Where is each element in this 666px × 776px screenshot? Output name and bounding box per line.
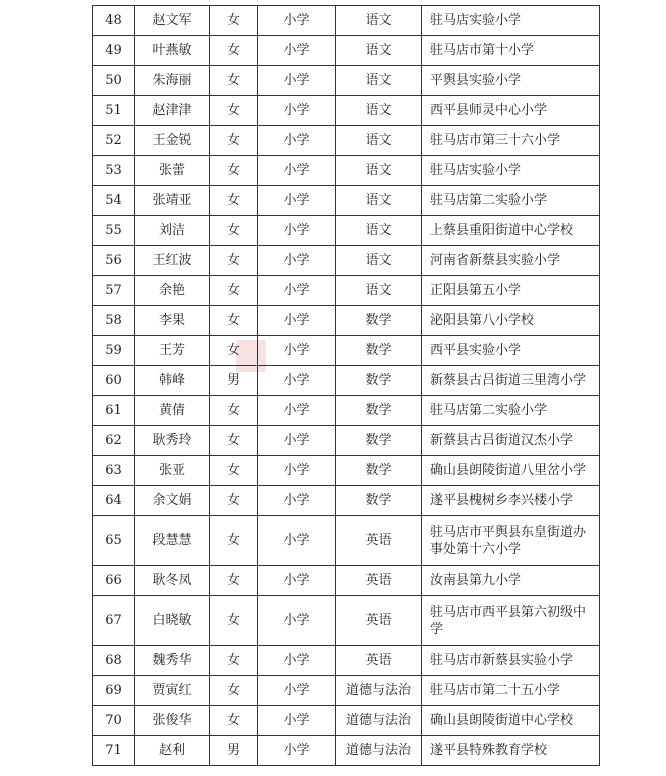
gender-cell: 女 <box>210 96 258 126</box>
school-cell: 遂平县特殊教育学校 <box>422 736 600 766</box>
teacher-name: 王金锐 <box>135 126 210 156</box>
gender-cell: 女 <box>210 156 258 186</box>
subject-cell: 语文 <box>336 156 422 186</box>
table-row <box>93 156 600 186</box>
school-stage: 小学 <box>258 96 336 126</box>
subject-cell: 道德与法治 <box>336 736 422 766</box>
row-number: 57 <box>93 276 135 306</box>
school-cell: 泌阳县第八小学校 <box>422 306 600 336</box>
row-number: 53 <box>93 156 135 186</box>
table-row <box>93 736 600 766</box>
table-row <box>93 246 600 276</box>
teacher-name: 余文娟 <box>135 486 210 516</box>
table-row <box>93 366 600 396</box>
teacher-name: 韩峰 <box>135 366 210 396</box>
school-cell: 西平县师灵中心小学 <box>422 96 600 126</box>
table-row <box>93 276 600 306</box>
subject-cell: 语文 <box>336 246 422 276</box>
school-cell: 上蔡县重阳街道中心学校 <box>422 216 600 246</box>
subject-cell: 道德与法治 <box>336 706 422 736</box>
subject-cell: 数学 <box>336 396 422 426</box>
gender-cell: 女 <box>210 126 258 156</box>
subject-cell: 英语 <box>336 566 422 596</box>
school-cell: 驻马店第二实验小学 <box>422 186 600 216</box>
subject-cell: 语文 <box>336 36 422 66</box>
row-number: 54 <box>93 186 135 216</box>
subject-cell: 数学 <box>336 426 422 456</box>
subject-cell: 语文 <box>336 126 422 156</box>
school-stage: 小学 <box>258 736 336 766</box>
school-stage: 小学 <box>258 366 336 396</box>
table-row <box>93 456 600 486</box>
row-number: 61 <box>93 396 135 426</box>
school-cell: 平舆县实验小学 <box>422 66 600 96</box>
school-cell: 遂平县槐树乡李兴楼小学 <box>422 486 600 516</box>
gender-cell: 女 <box>210 596 258 646</box>
row-number: 48 <box>93 6 135 36</box>
table-row <box>93 596 600 646</box>
subject-cell: 语文 <box>336 6 422 36</box>
school-stage: 小学 <box>258 706 336 736</box>
row-number: 71 <box>93 736 135 766</box>
school-stage: 小学 <box>258 66 336 96</box>
gender-cell: 女 <box>210 6 258 36</box>
school-stage: 小学 <box>258 646 336 676</box>
school-stage: 小学 <box>258 36 336 66</box>
subject-cell: 语文 <box>336 276 422 306</box>
gender-cell: 女 <box>210 456 258 486</box>
school-stage: 小学 <box>258 216 336 246</box>
table-row <box>93 96 600 126</box>
row-number: 65 <box>93 516 135 566</box>
gender-cell: 女 <box>210 646 258 676</box>
row-number: 67 <box>93 596 135 646</box>
school-cell: 正阳县第五小学 <box>422 276 600 306</box>
school-cell: 新蔡县古吕街道汉杰小学 <box>422 426 600 456</box>
subject-cell: 英语 <box>336 596 422 646</box>
row-number: 68 <box>93 646 135 676</box>
subject-cell: 数学 <box>336 336 422 366</box>
row-number: 63 <box>93 456 135 486</box>
table-row <box>93 36 600 66</box>
teacher-name: 魏秀华 <box>135 646 210 676</box>
school-stage: 小学 <box>258 516 336 566</box>
school-stage: 小学 <box>258 126 336 156</box>
gender-cell: 女 <box>210 676 258 706</box>
table-row <box>93 516 600 566</box>
gender-cell: 女 <box>210 306 258 336</box>
table-row <box>93 6 600 36</box>
school-cell: 驻马店市第十小学 <box>422 36 600 66</box>
teacher-roster-table <box>92 5 600 766</box>
school-cell: 驻马店市第二十五小学 <box>422 676 600 706</box>
table-row <box>93 66 600 96</box>
school-cell: 新蔡县古吕街道三里湾小学 <box>422 366 600 396</box>
subject-cell: 数学 <box>336 456 422 486</box>
gender-cell: 女 <box>210 486 258 516</box>
gender-cell: 女 <box>210 276 258 306</box>
school-cell: 驻马店市西平县第六初级中学 <box>422 596 600 646</box>
gender-cell: 女 <box>210 66 258 96</box>
school-cell: 西平县实验小学 <box>422 336 600 366</box>
row-number: 52 <box>93 126 135 156</box>
table-row <box>93 486 600 516</box>
gender-cell: 女 <box>210 396 258 426</box>
teacher-name: 赵利 <box>135 736 210 766</box>
gender-cell: 女 <box>210 426 258 456</box>
row-number: 62 <box>93 426 135 456</box>
school-stage: 小学 <box>258 566 336 596</box>
teacher-name: 王红波 <box>135 246 210 276</box>
roster-body <box>93 6 600 766</box>
teacher-name: 李果 <box>135 306 210 336</box>
gender-cell: 女 <box>210 186 258 216</box>
school-stage: 小学 <box>258 426 336 456</box>
teacher-name: 耿冬凤 <box>135 566 210 596</box>
subject-cell: 道德与法治 <box>336 676 422 706</box>
school-stage: 小学 <box>258 246 336 276</box>
teacher-name: 朱海丽 <box>135 66 210 96</box>
teacher-name: 赵文军 <box>135 6 210 36</box>
teacher-name: 余艳 <box>135 276 210 306</box>
row-number: 49 <box>93 36 135 66</box>
school-stage: 小学 <box>258 186 336 216</box>
subject-cell: 语文 <box>336 66 422 96</box>
row-number: 66 <box>93 566 135 596</box>
teacher-name: 张俊华 <box>135 706 210 736</box>
teacher-name: 王芳 <box>135 336 210 366</box>
school-cell: 确山县朗陵街道中心学校 <box>422 706 600 736</box>
school-stage: 小学 <box>258 596 336 646</box>
school-cell: 驻马店市新蔡县实验小学 <box>422 646 600 676</box>
table-row <box>93 186 600 216</box>
teacher-name: 叶燕敏 <box>135 36 210 66</box>
school-stage: 小学 <box>258 336 336 366</box>
school-cell: 驻马店市平舆县东皇街道办事处第十六小学 <box>422 516 600 566</box>
table-row <box>93 306 600 336</box>
teacher-name: 耿秀玲 <box>135 426 210 456</box>
gender-cell: 女 <box>210 36 258 66</box>
school-stage: 小学 <box>258 486 336 516</box>
row-number: 60 <box>93 366 135 396</box>
teacher-name: 张蕾 <box>135 156 210 186</box>
table-row <box>93 396 600 426</box>
gender-cell: 男 <box>210 366 258 396</box>
gender-cell: 男 <box>210 736 258 766</box>
gender-cell: 女 <box>210 566 258 596</box>
table-row <box>93 426 600 456</box>
teacher-name: 白晓敏 <box>135 596 210 646</box>
gender-cell: 女 <box>210 216 258 246</box>
row-number: 69 <box>93 676 135 706</box>
row-number: 56 <box>93 246 135 276</box>
subject-cell: 英语 <box>336 516 422 566</box>
gender-cell: 女 <box>210 706 258 736</box>
school-stage: 小学 <box>258 156 336 186</box>
teacher-name: 刘洁 <box>135 216 210 246</box>
teacher-name: 贾寅红 <box>135 676 210 706</box>
subject-cell: 数学 <box>336 306 422 336</box>
subject-cell: 语文 <box>336 186 422 216</box>
teacher-name: 段慧慧 <box>135 516 210 566</box>
school-stage: 小学 <box>258 276 336 306</box>
table-row <box>93 676 600 706</box>
teacher-name: 张靖亚 <box>135 186 210 216</box>
school-stage: 小学 <box>258 676 336 706</box>
school-cell: 驻马店市第三十六小学 <box>422 126 600 156</box>
subject-cell: 数学 <box>336 366 422 396</box>
school-cell: 驻马店实验小学 <box>422 156 600 186</box>
school-cell: 河南省新蔡县实验小学 <box>422 246 600 276</box>
table-row <box>93 126 600 156</box>
school-stage: 小学 <box>258 306 336 336</box>
school-cell: 驻马店实验小学 <box>422 6 600 36</box>
table-row <box>93 336 600 366</box>
gender-cell: 女 <box>210 246 258 276</box>
school-stage: 小学 <box>258 396 336 426</box>
row-number: 59 <box>93 336 135 366</box>
gender-cell: 女 <box>210 516 258 566</box>
subject-cell: 数学 <box>336 486 422 516</box>
row-number: 51 <box>93 96 135 126</box>
teacher-name: 赵津津 <box>135 96 210 126</box>
row-number: 70 <box>93 706 135 736</box>
subject-cell: 英语 <box>336 646 422 676</box>
row-number: 50 <box>93 66 135 96</box>
row-number: 58 <box>93 306 135 336</box>
gender-cell: 女 <box>210 336 258 366</box>
row-number: 55 <box>93 216 135 246</box>
school-cell: 驻马店第二实验小学 <box>422 396 600 426</box>
school-stage: 小学 <box>258 456 336 486</box>
row-number: 64 <box>93 486 135 516</box>
teacher-name: 黄倩 <box>135 396 210 426</box>
table-row <box>93 706 600 736</box>
school-cell: 汝南县第九小学 <box>422 566 600 596</box>
table-row <box>93 566 600 596</box>
table-row <box>93 216 600 246</box>
table-row <box>93 646 600 676</box>
school-cell: 确山县朗陵街道八里岔小学 <box>422 456 600 486</box>
school-stage: 小学 <box>258 6 336 36</box>
subject-cell: 语文 <box>336 216 422 246</box>
subject-cell: 语文 <box>336 96 422 126</box>
teacher-name: 张亚 <box>135 456 210 486</box>
